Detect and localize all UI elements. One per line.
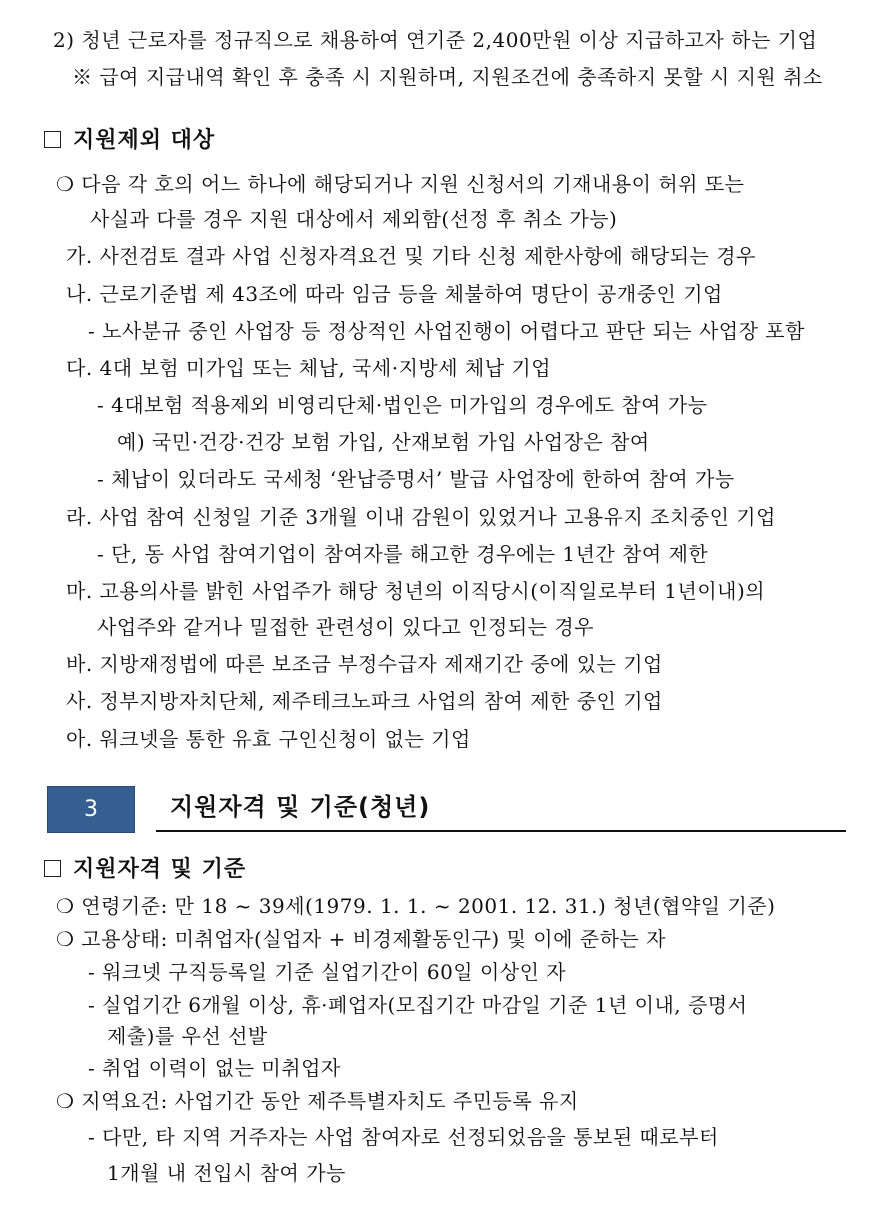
exclusion-subitem: - 단, 동 사업 참여기업이 참여자를 해고한 경우에는 1년간 참여 제한 <box>97 542 709 566</box>
eligibility-heading: 지원자격 및 기준 <box>44 856 246 884</box>
exclusion-lead-line-1: ❍ 다음 각 호의 어느 하나에 해당되거나 지원 신청서의 기재내용이 허위 또는 <box>56 172 745 196</box>
eligibility-item: ❍ 지역요건: 사업기간 동안 제주특별자치도 주민등록 유지 <box>56 1089 579 1113</box>
eligibility-item: ❍ 연령기준: 만 18 ~ 39세(1979. 1. 1. ~ 2001. 12. 31.) 청년(협약일 기준) <box>56 894 776 918</box>
exclusion-item: 사. 정부지방자치단체, 제주테크노파크 사업의 참여 제한 중인 기업 <box>66 689 663 713</box>
exclusion-item: 바. 지방재정법에 따른 보조금 부정수급자 제재기간 중에 있는 기업 <box>66 652 663 676</box>
exclusion-item: 아. 워크넷을 통한 유효 구인신청이 없는 기업 <box>66 727 471 751</box>
exclusion-lead-line-2: 사실과 다를 경우 지원 대상에서 제외함(선정 후 취소 가능) <box>90 207 618 231</box>
section-divider <box>156 830 846 832</box>
eligibility-subitem-continued: 제출)를 우선 선발 <box>107 1024 268 1048</box>
intro-note: ※ 급여 지급내역 확인 후 충족 시 지원하며, 지원조건에 충족하지 못할 시 지원 취소 <box>72 65 823 89</box>
exclusion-item: 나. 근로기준법 제 43조에 따라 임금 등을 체불하여 명단이 공개중인 기업 <box>66 282 723 306</box>
section-title: 지원자격 및 기준(청년) <box>170 793 431 821</box>
section-number-badge: 3 <box>47 786 135 833</box>
eligibility-subitem: - 워크넷 구직등록일 기준 실업기간이 60일 이상인 자 <box>88 960 567 984</box>
checkbox-square-icon <box>44 131 61 148</box>
eligibility-subitem: - 다만, 타 지역 거주자는 사업 참여자로 선정되었음을 통보된 때로부터 <box>88 1125 719 1149</box>
checkbox-square-icon <box>44 860 61 877</box>
exclusion-item: 라. 사업 참여 신청일 기준 3개월 이내 감원이 있었거나 고용유지 조치중인 기업 <box>66 505 776 529</box>
eligibility-subitem-continued: 1개월 내 전입시 참여 가능 <box>107 1161 346 1185</box>
eligibility-subitem: - 취업 이력이 없는 미취업자 <box>88 1056 341 1080</box>
exclusion-subitem: - 체납이 있더라도 국세청 ‘완납증명서’ 발급 사업장에 한하여 참여 가능 <box>97 467 735 491</box>
eligibility-item: ❍ 고용상태: 미취업자(실업자 + 비경제활동인구) 및 이에 준하는 자 <box>56 927 666 951</box>
exclusion-subitem: - 4대보험 적용제외 비영리단체·법인은 미가입의 경우에도 참여 가능 <box>97 393 708 417</box>
exclusion-item: 다. 4대 보험 미가입 또는 체납, 국세·지방세 체납 기업 <box>66 356 552 380</box>
eligibility-subitem: - 실업기간 6개월 이상, 휴·폐업자(모집기간 마감일 기준 1년 이내, 증명서 <box>88 993 748 1017</box>
intro-item-2: 2) 청년 근로자를 정규직으로 채용하여 연기준 2,400만원 이상 지급하고자 하는 기업 <box>53 28 818 52</box>
exclusion-example: 예) 국민·건강·건강 보험 가입, 산재보험 가입 사업장은 참여 <box>117 430 650 454</box>
exclusion-subitem: - 노사분규 중인 사업장 등 정상적인 사업진행이 어렵다고 판단 되는 사업장 포함 <box>88 319 805 343</box>
exclusion-item: 가. 사전검토 결과 사업 신청자격요건 및 기타 신청 제한사항에 해당되는 경우 <box>66 244 756 268</box>
exclusion-item: 마. 고용의사를 밝힌 사업주가 해당 청년의 이직당시(이직일로부터 1년이내)의 <box>66 579 766 603</box>
exclusion-item-continued: 사업주와 같거나 밀접한 관련성이 있다고 인정되는 경우 <box>97 615 595 639</box>
exclusion-heading: 지원제외 대상 <box>44 127 215 155</box>
